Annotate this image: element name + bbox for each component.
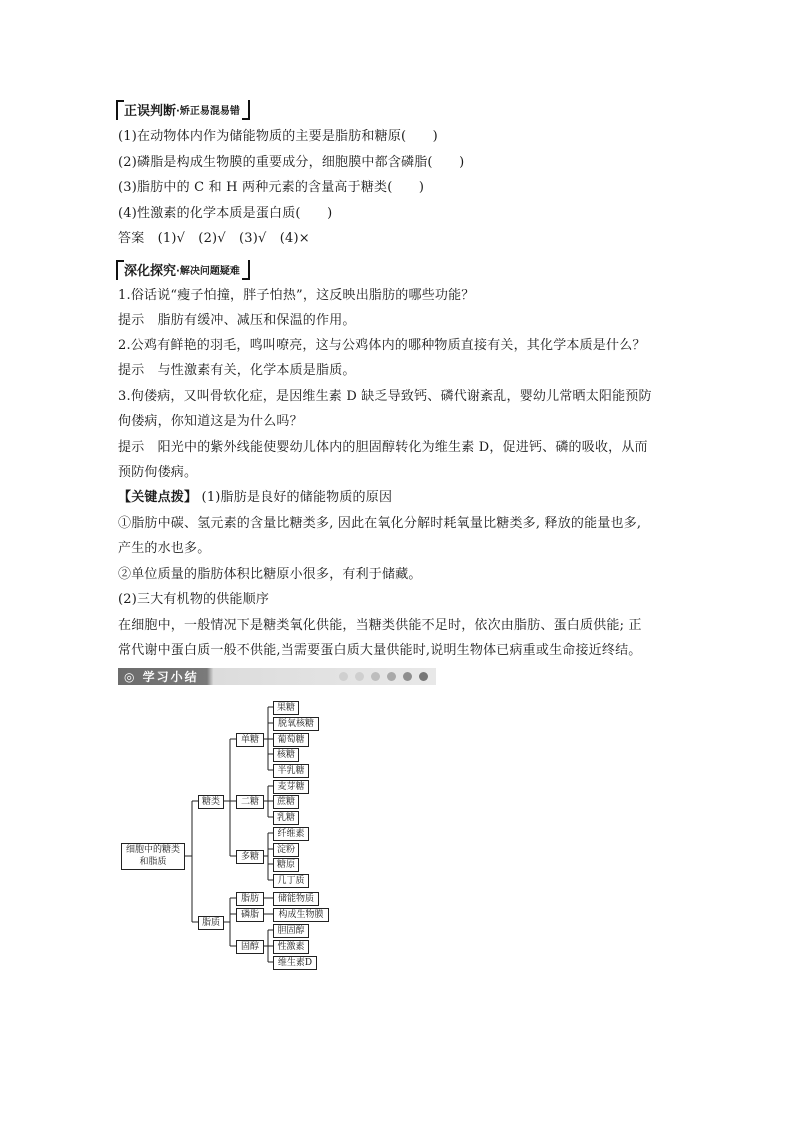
section-subtitle: ·矫正易混易错 (176, 105, 240, 117)
tree-node-di: 二糖 (236, 795, 264, 809)
key-point-4: (2)三大有机物的供能顺序 (118, 592, 270, 607)
question-3-line-2: 佝偻病，你知道这是为什么吗？ (118, 414, 303, 429)
leaf-glycogen: 糖原 (273, 858, 299, 872)
tree-node-poly: 多糖 (236, 850, 264, 864)
tree-node-fat: 脂肪 (236, 892, 264, 906)
tree-node-sterol: 固醇 (236, 940, 264, 954)
summary-title: ◎ 学习小结 (124, 670, 199, 684)
leaf-energy-storage: 储能物质 (273, 892, 319, 906)
hint-3-line-1: 提示 阳光中的紫外线能使婴幼儿体内的胆固醇转化为维生素 D，促进钙、磷的吸收，从而 (118, 440, 648, 455)
leaf-fructose: 果糖 (273, 701, 299, 715)
tree-node-mono: 单糖 (236, 733, 264, 747)
key-point-5a: 在细胞中，一般情况下是糖类氧化供能，当糖类供能不足时，依次由脂肪、蛋白质供能; 正 (118, 618, 642, 633)
leaf-glucose: 葡萄糖 (273, 733, 309, 747)
leaf-vitamin-d: 维生素D (273, 956, 317, 970)
question-3-line-1: 3.佝偻病，又叫骨软化症，是因维生素 D 缺乏导致钙、磷代谢紊乱，婴幼儿常晒太阳能预防 (118, 389, 652, 404)
key-point-5b: 常代谢中蛋白质一般不供能,当需要蛋白质大量供能时,说明生物体已病重或生命接近终结。 (118, 643, 642, 658)
section-title: 深化探究 (124, 263, 177, 279)
tree-node-sugar: 糖类 (198, 795, 224, 809)
section-title: 正误判断 (124, 103, 177, 119)
key-point-1: (1)脂肪是良好的储能物质的原因 (201, 490, 393, 505)
judgment-1: (1)在动物体内作为储能物质的主要是脂肪和糖原( ) (118, 129, 438, 144)
question-2: 2.公鸡有鲜艳的羽毛，鸣叫嘹亮，这与公鸡体内的哪种物质直接有关，其化学本质是什么？ (118, 338, 646, 353)
leaf-starch: 淀粉 (273, 843, 299, 857)
leaf-biomembrane: 构成生物膜 (273, 908, 329, 922)
tree-root-label: 细胞中的糖类和脂质 (125, 845, 180, 867)
answer-line: 答案 (1)√ (2)√ (3)√ (4)× (118, 231, 310, 246)
hint-3-line-2: 预防佝偻病。 (118, 465, 198, 480)
judgment-2: (2)磷脂是构成生物膜的重要成分，细胞膜中都含磷脂( ) (118, 155, 465, 170)
leaf-chitin: 几丁质 (273, 874, 309, 888)
leaf-galactose: 半乳糖 (273, 764, 309, 778)
leaf-sex-hormone: 性激素 (273, 940, 309, 954)
question-1: 1.俗话说“瘦子怕撞，胖子怕热”，这反映出脂肪的哪些功能？ (118, 288, 475, 303)
judgment-3: (3)脂肪中的 C 和 H 两种元素的含量高于糖类( ) (118, 180, 425, 195)
key-point-heading: 【关键点拨】 (118, 490, 198, 505)
tree-root (121, 843, 185, 870)
tree-node-phos: 磷脂 (236, 908, 264, 922)
key-point-2a: ①脂肪中碳、氢元素的含量比糖类多, 因此在氧化分解时耗氧量比糖类多, 释放的能量也多, (118, 516, 642, 531)
judgment-4: (4)性激素的化学本质是蛋白质( ) (118, 206, 333, 221)
section-subtitle: ·解决问题疑难 (176, 265, 240, 277)
leaf-ribose: 核糖 (273, 748, 299, 762)
leaf-lactose: 乳糖 (273, 811, 299, 825)
leaf-cellulose: 纤维素 (273, 827, 309, 841)
hint-2: 提示 与性激素有关，化学本质是脂质。 (118, 363, 356, 378)
hint-1: 提示 脂肪有缓冲、减压和保温的作用。 (118, 313, 356, 328)
key-point-2b: 产生的水也多。 (118, 541, 211, 556)
leaf-cholesterol: 胆固醇 (273, 924, 309, 938)
tree-node-lipid: 脂质 (198, 916, 224, 930)
key-point-3: ②单位质量的脂肪体积比糖原小很多，有利于储藏。 (118, 567, 422, 582)
leaf-deoxyribose: 脱氧核糖 (273, 717, 319, 731)
leaf-maltose: 麦芽糖 (273, 780, 309, 794)
leaf-sucrose: 蔗糖 (273, 795, 299, 809)
